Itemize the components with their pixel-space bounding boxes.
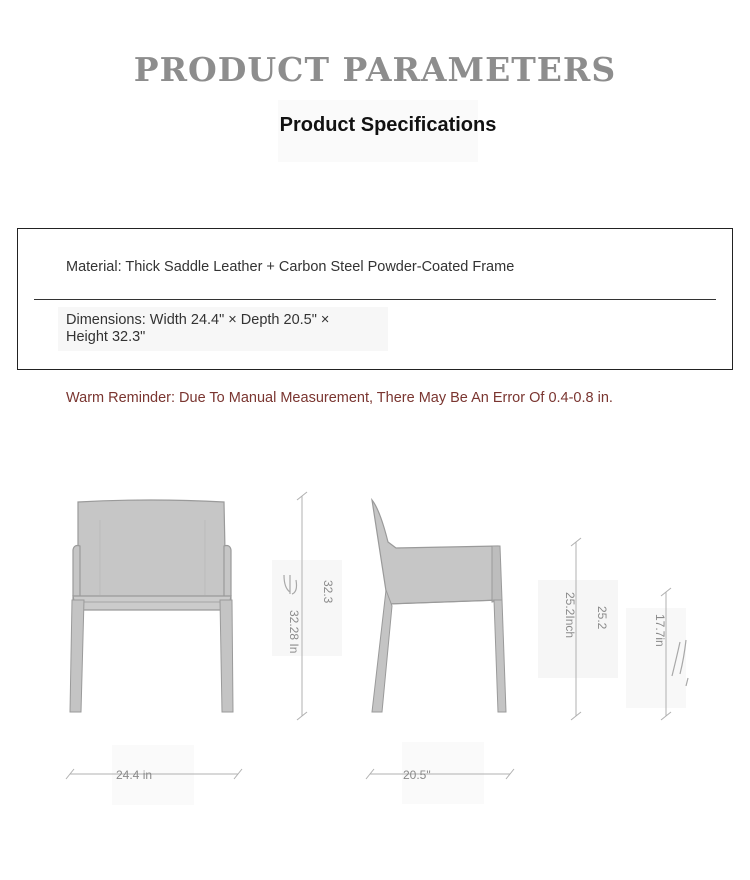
measurement-reminder: Warm Reminder: Due To Manual Measurement, There May Be An Error Of 0.4-0.8 in. xyxy=(66,390,613,406)
arm-height-label: 25.2 xyxy=(595,606,609,630)
front-width-label: 24.4 in xyxy=(116,768,153,782)
chair-front-view xyxy=(70,500,233,712)
arm-height-label-in: 25.2Inch xyxy=(563,592,577,639)
material-spec: Material: Thick Saddle Leather + Carbon Steel Powder-Coated Frame xyxy=(66,259,515,275)
specifications-table xyxy=(17,228,733,370)
chair-dimension-diagram xyxy=(40,480,720,820)
spec-divider xyxy=(34,299,716,300)
seat-height-label: 17.7in xyxy=(653,614,667,647)
front-height-label: 32.3 xyxy=(321,580,335,604)
side-depth-label: 20.5" xyxy=(403,768,431,782)
page-title: PRODUCT PARAMETERS xyxy=(133,50,617,89)
front-height-label-in: 32.28 In xyxy=(287,610,301,654)
section-subtitle: Product Specifications xyxy=(279,114,497,136)
chair-side-view xyxy=(372,500,506,712)
dimensions-spec: Dimensions: Width 24.4" × Depth 20.5" × Height 32.3" xyxy=(66,312,330,345)
